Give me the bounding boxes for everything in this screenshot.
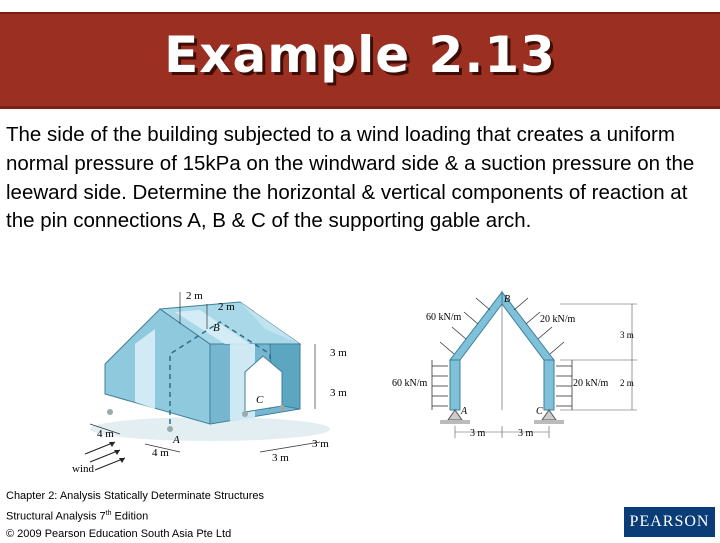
label-3m-vertical: 3 m	[620, 330, 634, 340]
label-2m-a: 2 m	[186, 290, 203, 302]
label-20-top: 20 kN/m	[540, 314, 576, 325]
footer-copyright: © 2009 Pearson Education South Asia Pte Ltd	[6, 527, 232, 540]
label-wind: wind	[72, 463, 94, 475]
label-3m-h2: 3 m	[518, 428, 534, 439]
label-2m-vertical: 2 m	[620, 378, 634, 388]
label-point-a: A	[173, 434, 180, 446]
label-3m-d: 3 m	[272, 452, 289, 464]
label-2m-b: 2 m	[218, 301, 235, 313]
label-4m-b: 4 m	[152, 447, 169, 459]
label-3m-b: 3 m	[330, 387, 347, 399]
label-point-b: B	[213, 322, 220, 334]
footer-edition: Structural Analysis 7th Edition	[6, 510, 149, 523]
label-3m-c: 3 m	[312, 438, 329, 450]
label-point-a: A	[461, 406, 468, 417]
label-20-side: 20 kN/m	[573, 378, 609, 389]
label-point-b: B	[504, 294, 511, 305]
label-60-side: 60 kN/m	[392, 378, 428, 389]
label-3m-h1: 3 m	[470, 428, 486, 439]
label-point-c: C	[536, 406, 543, 417]
label-60-top: 60 kN/m	[426, 312, 462, 323]
problem-statement: The side of the building subjected to a wind loading that creates a uniform normal pressure of 15kPa on the windward side & a suction pressure on the leeward side. Determine the horizontal & vertical components of reaction at the pin connections A, B & C of the supporting gable arch.	[6, 123, 695, 233]
label-3m-a: 3 m	[330, 347, 347, 359]
slide-footer	[6, 488, 264, 543]
slide-title: Example 2.13	[164, 26, 556, 84]
building-illustration	[60, 284, 380, 479]
pearson-logo: PEARSON	[624, 507, 715, 537]
label-point-c: C	[256, 394, 264, 406]
label-4m-a: 4 m	[97, 428, 114, 440]
footer-chapter: Chapter 2: Analysis Statically Determinate Structures	[6, 490, 265, 502]
loaded-frame-diagram	[382, 282, 648, 450]
